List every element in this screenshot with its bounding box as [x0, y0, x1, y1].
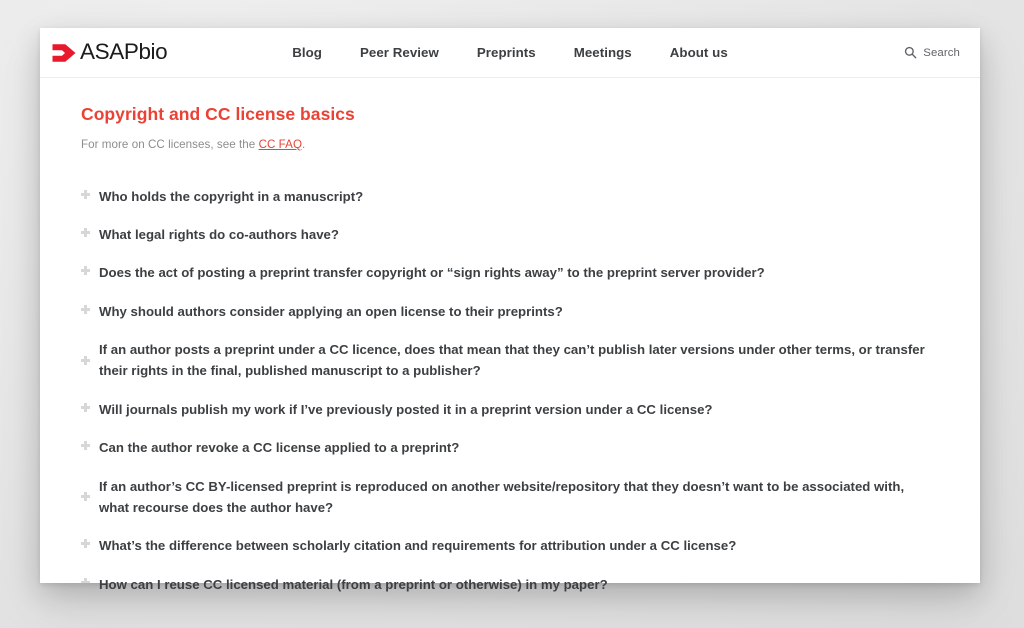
faq-item[interactable]	[81, 254, 934, 292]
faq-item[interactable]	[81, 565, 934, 603]
faq-question: Who holds the copyright in a manuscript?	[99, 188, 364, 204]
brand-logo-link[interactable]	[51, 41, 167, 64]
page-subtitle-prefix: For more on CC licenses, see the	[81, 138, 259, 151]
plus-icon	[81, 356, 90, 365]
cc-faq-link[interactable]: CC FAQ	[258, 138, 303, 151]
faq-question: Can the author revoke a CC license applied to a preprint?	[99, 440, 460, 456]
brand-name	[80, 41, 167, 64]
faq-question: Why should authors consider applying an open license to their preprints?	[99, 303, 563, 319]
plus-icon	[81, 305, 90, 314]
search-label: Search	[923, 46, 960, 59]
faq-item[interactable]	[81, 215, 934, 253]
plus-icon	[81, 403, 90, 412]
search-icon	[904, 46, 917, 59]
main-navigation	[40, 45, 980, 60]
main-content	[40, 78, 980, 604]
faq-item[interactable]	[81, 331, 934, 391]
red-chevron-arrow-icon	[51, 42, 77, 64]
faq-question: Does the act of posting a preprint transfer copyright or “sign rights away” to the preprint server provider?	[99, 265, 765, 281]
plus-icon	[81, 266, 90, 275]
nav-item-meetings[interactable]: Meetings	[573, 45, 632, 60]
plus-icon	[81, 539, 90, 548]
faq-question: If an author posts a preprint under a CC licence, does that mean that they can’t publish later versions under other terms, or transfer their rights in the final, published manuscript to a publisher?	[99, 342, 925, 379]
search-button[interactable]	[904, 46, 960, 59]
faq-question: If an author’s CC BY-licensed preprint is reproduced on another website/repository that they doesn’t want to be associated with, what recourse does the author have?	[99, 478, 905, 515]
faq-item[interactable]	[81, 390, 934, 428]
faq-item[interactable]	[81, 527, 934, 565]
page-title: Copyright and CC license basics	[81, 104, 355, 124]
faq-item[interactable]	[81, 177, 934, 215]
plus-icon	[81, 492, 90, 501]
faq-accordion-list	[49, 177, 944, 604]
brand-name-suffix: bio	[138, 39, 168, 65]
faq-item[interactable]	[81, 292, 934, 330]
website-card	[40, 28, 980, 592]
brand-name-prefix: ASAP	[80, 39, 139, 65]
nav-item-preprints[interactable]: Preprints	[476, 45, 536, 60]
faq-item[interactable]	[81, 429, 934, 467]
plus-icon	[81, 228, 90, 237]
plus-icon	[81, 578, 90, 587]
plus-icon	[81, 190, 90, 199]
site-header	[40, 28, 980, 78]
page-subtitle-suffix: .	[302, 138, 306, 151]
faq-question: How can I reuse CC licensed material (from a preprint or otherwise) in my paper?	[99, 576, 608, 592]
faq-question: What’s the difference between scholarly citation and requirements for attribution under a CC license?	[99, 538, 737, 554]
nav-item-peer-review[interactable]: Peer Review	[359, 45, 439, 60]
nav-item-blog[interactable]: Blog	[292, 45, 322, 60]
plus-icon	[81, 441, 90, 450]
page-subtitle	[49, 138, 944, 151]
faq-question: What legal rights do co-authors have?	[99, 226, 339, 242]
faq-item[interactable]	[81, 467, 934, 527]
faq-question: Will journals publish my work if I’ve previously posted it in a preprint version under a CC license?	[99, 401, 713, 417]
nav-item-about-us[interactable]: About us	[669, 45, 728, 60]
